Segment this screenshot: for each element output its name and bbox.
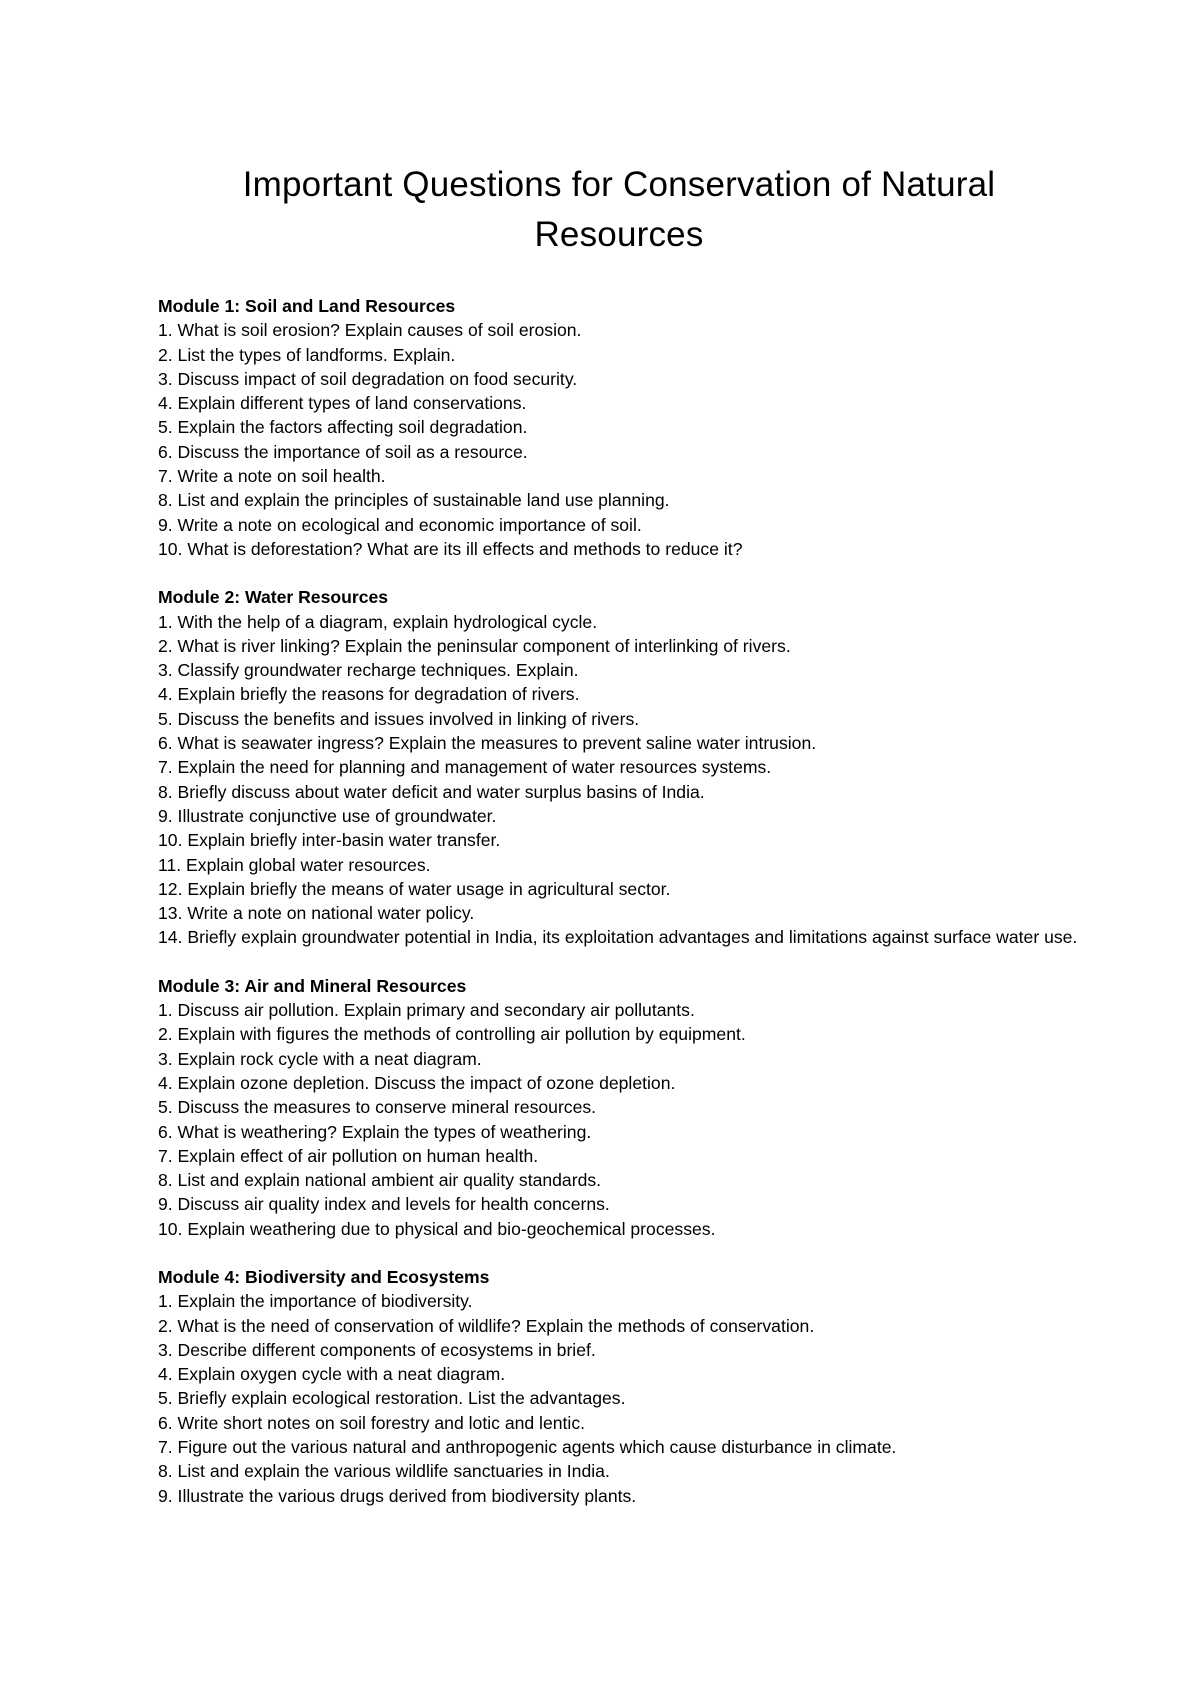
question-item: 9. Write a note on ecological and economic importance of soil.: [158, 514, 642, 535]
question-item: 8. List and explain the principles of sustainable land use planning.: [158, 490, 670, 511]
question-item: 4. Explain different types of land conservations.: [158, 393, 527, 414]
question-item: 2. Explain with figures the methods of controlling air pollution by equipment.: [158, 1024, 746, 1045]
question-item: 4. Explain briefly the reasons for degradation of rivers.: [158, 684, 580, 705]
question-item: 3. Discuss impact of soil degradation on food security.: [158, 368, 578, 389]
module-section-4: [158, 1265, 1080, 1508]
question-item: 9. Discuss air quality index and levels for health concerns.: [158, 1194, 610, 1215]
question-item: 1. With the help of a diagram, explain hydrological cycle.: [158, 611, 598, 632]
question-item: 2. List the types of landforms. Explain.: [158, 344, 456, 365]
question-item: 1. Explain the importance of biodiversity.: [158, 1291, 473, 1312]
question-item: 4. Explain ozone depletion. Discuss the impact of ozone depletion.: [158, 1072, 676, 1093]
module-section-3: [158, 974, 1080, 1241]
question-list: [158, 1289, 1080, 1508]
question-item: 4. Explain oxygen cycle with a neat diagram.: [158, 1364, 506, 1385]
question-list: [158, 998, 1080, 1241]
question-item: 6. Discuss the importance of soil as a resource.: [158, 441, 528, 462]
question-list: [158, 610, 1080, 950]
question-item: 5. Explain the factors affecting soil degradation.: [158, 417, 528, 438]
question-item: 6. Write short notes on soil forestry and lotic and lentic.: [158, 1412, 586, 1433]
document-title: Important Questions for Conservation of Natural Resources: [242, 165, 996, 254]
modules-container: [158, 294, 1080, 1508]
question-item: 7. Figure out the various natural and anthropogenic agents which cause disturbance in climate.: [158, 1437, 897, 1458]
question-item: 1. Discuss air pollution. Explain primary and secondary air pollutants.: [158, 1000, 695, 1021]
module-heading: Module 1: Soil and Land Resources: [158, 296, 456, 316]
question-item: 10. Explain weathering due to physical and bio-geochemical processes.: [158, 1218, 716, 1239]
question-item: 10. What is deforestation? What are its ill effects and methods to reduce it?: [158, 538, 743, 559]
question-item: 5. Briefly explain ecological restoration. List the advantages.: [158, 1388, 626, 1409]
question-item: 8. Briefly discuss about water deficit and water surplus basins of India.: [158, 781, 705, 802]
module-heading: Module 2: Water Resources: [158, 587, 389, 608]
question-item: 7. Write a note on soil health.: [158, 466, 386, 487]
question-item: 2. What is river linking? Explain the peninsular component of interlinking of rivers.: [158, 635, 791, 656]
question-item: 3. Describe different components of ecosystems in brief.: [158, 1339, 596, 1360]
module-section-1: [158, 294, 1080, 561]
question-item: 9. Illustrate the various drugs derived from biodiversity plants.: [158, 1485, 637, 1506]
question-item: 9. Illustrate conjunctive use of groundwater.: [158, 805, 497, 826]
question-item: 1. What is soil erosion? Explain causes of soil erosion.: [158, 320, 582, 341]
question-item: 7. Explain effect of air pollution on human health.: [158, 1145, 539, 1166]
question-item: 7. Explain the need for planning and management of water resources systems.: [158, 757, 772, 778]
question-item: 6. What is weathering? Explain the types of weathering.: [158, 1121, 592, 1142]
module-heading: Module 3: Air and Mineral Resources: [158, 975, 467, 996]
module-heading: Module 4: Biodiversity and Ecosystems: [158, 1266, 490, 1287]
question-item: 2. What is the need of conservation of wildlife? Explain the methods of conservation.: [158, 1315, 815, 1336]
question-item: 11. Explain global water resources.: [158, 854, 431, 875]
question-item: 13. Write a note on national water policy.: [158, 903, 475, 924]
question-item: 5. Discuss the measures to conserve mineral resources.: [158, 1097, 597, 1118]
question-item: 8. List and explain national ambient air quality standards.: [158, 1170, 602, 1191]
module-section-2: [158, 585, 1080, 949]
question-item: 8. List and explain the various wildlife sanctuaries in India.: [158, 1461, 610, 1482]
question-item: 10. Explain briefly inter-basin water transfer.: [158, 830, 501, 851]
question-item: 5. Discuss the benefits and issues involved in linking of rivers.: [158, 708, 640, 729]
question-item: 6. What is seawater ingress? Explain the measures to prevent saline water intrusion.: [158, 733, 817, 754]
question-item: 3. Explain rock cycle with a neat diagram.: [158, 1048, 482, 1069]
question-item: 14. Briefly explain groundwater potential in India, its exploitation advantages and limitations against surface water use.: [158, 927, 1078, 948]
question-item: 12. Explain briefly the means of water usage in agricultural sector.: [158, 878, 671, 899]
question-item: 3. Classify groundwater recharge techniques. Explain.: [158, 660, 579, 681]
question-list: [158, 318, 1080, 561]
